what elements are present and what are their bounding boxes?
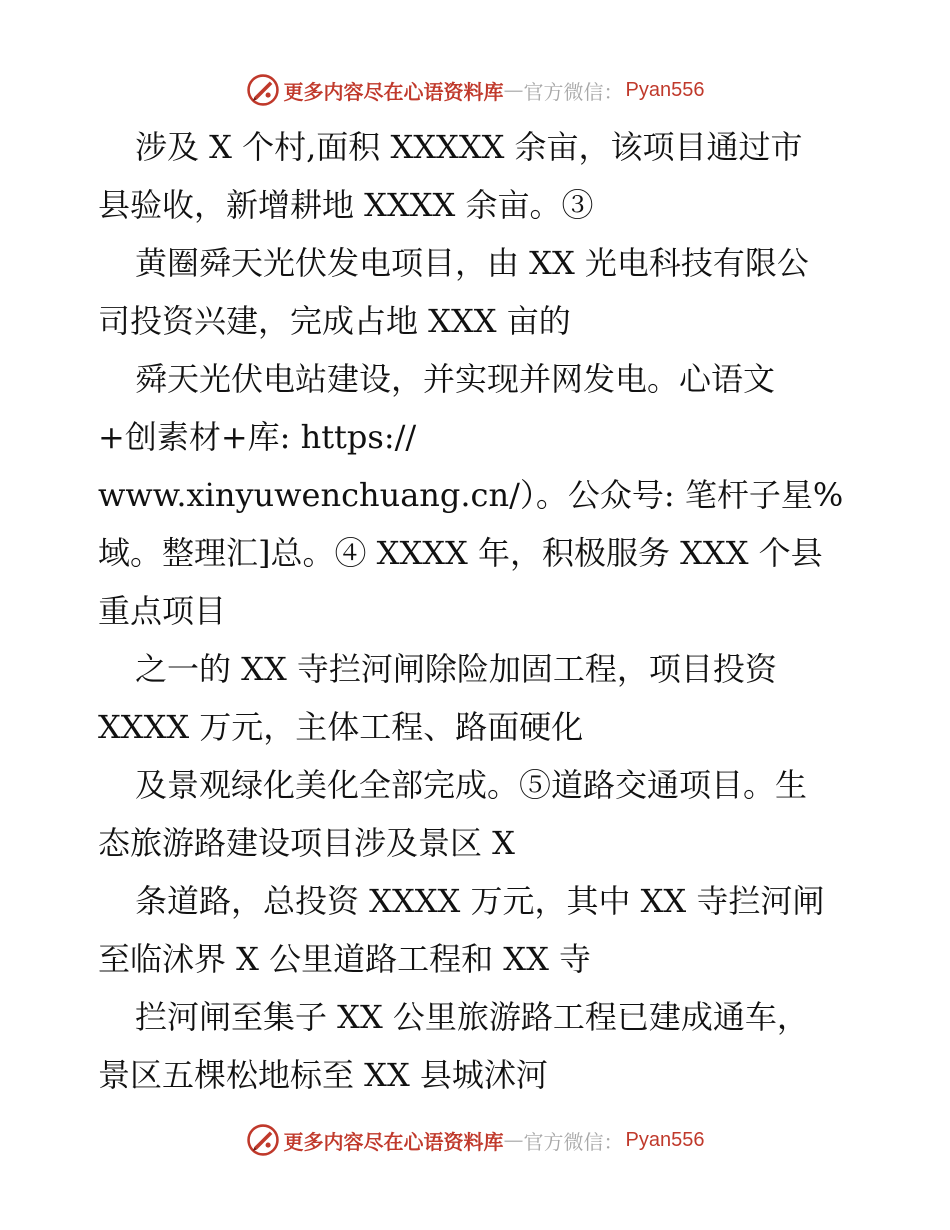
text-line: 黄圈舜天光伏发电项目，由 XX 光电科技有限公 bbox=[135, 244, 809, 282]
brand-logo-icon bbox=[246, 73, 280, 107]
text-line: 域。整理汇]总。④ XXXX 年，积极服务 XXX 个县 bbox=[98, 534, 823, 572]
footer-separator: — bbox=[503, 1128, 524, 1152]
header-watermark bbox=[0, 72, 950, 108]
text-line: www.xinyuwenchuang.cn/）。公众号: 笔杆子星% bbox=[98, 476, 844, 514]
footer-watermark bbox=[0, 1122, 950, 1158]
text-line: 涉及 X 个村,面积 XXXXX 余亩，该项目通过市 bbox=[135, 128, 803, 166]
footer-wechat-id: Pyan556 bbox=[625, 1128, 705, 1151]
text-line: 县验收，新增耕地 XXXX 余亩。③ bbox=[98, 186, 594, 224]
text-line: 舜天光伏电站建设，并实现并网发电。心语文 bbox=[135, 360, 776, 398]
text-line: +创素材+库: https:// bbox=[98, 418, 417, 456]
text-line: 司投资兴建，完成占地 XXX 亩的 bbox=[98, 302, 571, 340]
footer-wechat-label: 官方微信： bbox=[523, 1129, 624, 1154]
footer-brand-text: 更多内容尽在心语资料库 bbox=[283, 1129, 504, 1154]
text-line: XXXX 万元，主体工程、路面硬化 bbox=[98, 708, 584, 746]
header-wechat-label: 官方微信： bbox=[523, 79, 624, 104]
brand-logo-icon bbox=[246, 1123, 280, 1157]
text-line: 条道路，总投资 XXXX 万元，其中 XX 寺拦河闸 bbox=[135, 882, 825, 920]
text-line: 态旅游路建设项目涉及景区 X bbox=[98, 824, 515, 862]
text-line: 之一的 XX 寺拦河闸除险加固工程，项目投资 bbox=[135, 650, 777, 688]
text-line: 拦河闸至集子 XX 公里旅游路工程已建成通车， bbox=[135, 998, 809, 1036]
header-brand-text: 更多内容尽在心语资料库 bbox=[283, 79, 504, 104]
header-separator: — bbox=[503, 78, 524, 102]
body-text bbox=[98, 118, 858, 1104]
text-line: 重点项目 bbox=[98, 592, 227, 630]
text-line: 及景观绿化美化全部完成。⑤道路交通项目。生 bbox=[135, 766, 808, 804]
text-line: 景区五棵松地标至 XX 县城沭河 bbox=[98, 1056, 548, 1094]
header-wechat-id: Pyan556 bbox=[625, 78, 705, 101]
text-line: 至临沭界 X 公里道路工程和 XX 寺 bbox=[98, 940, 592, 978]
